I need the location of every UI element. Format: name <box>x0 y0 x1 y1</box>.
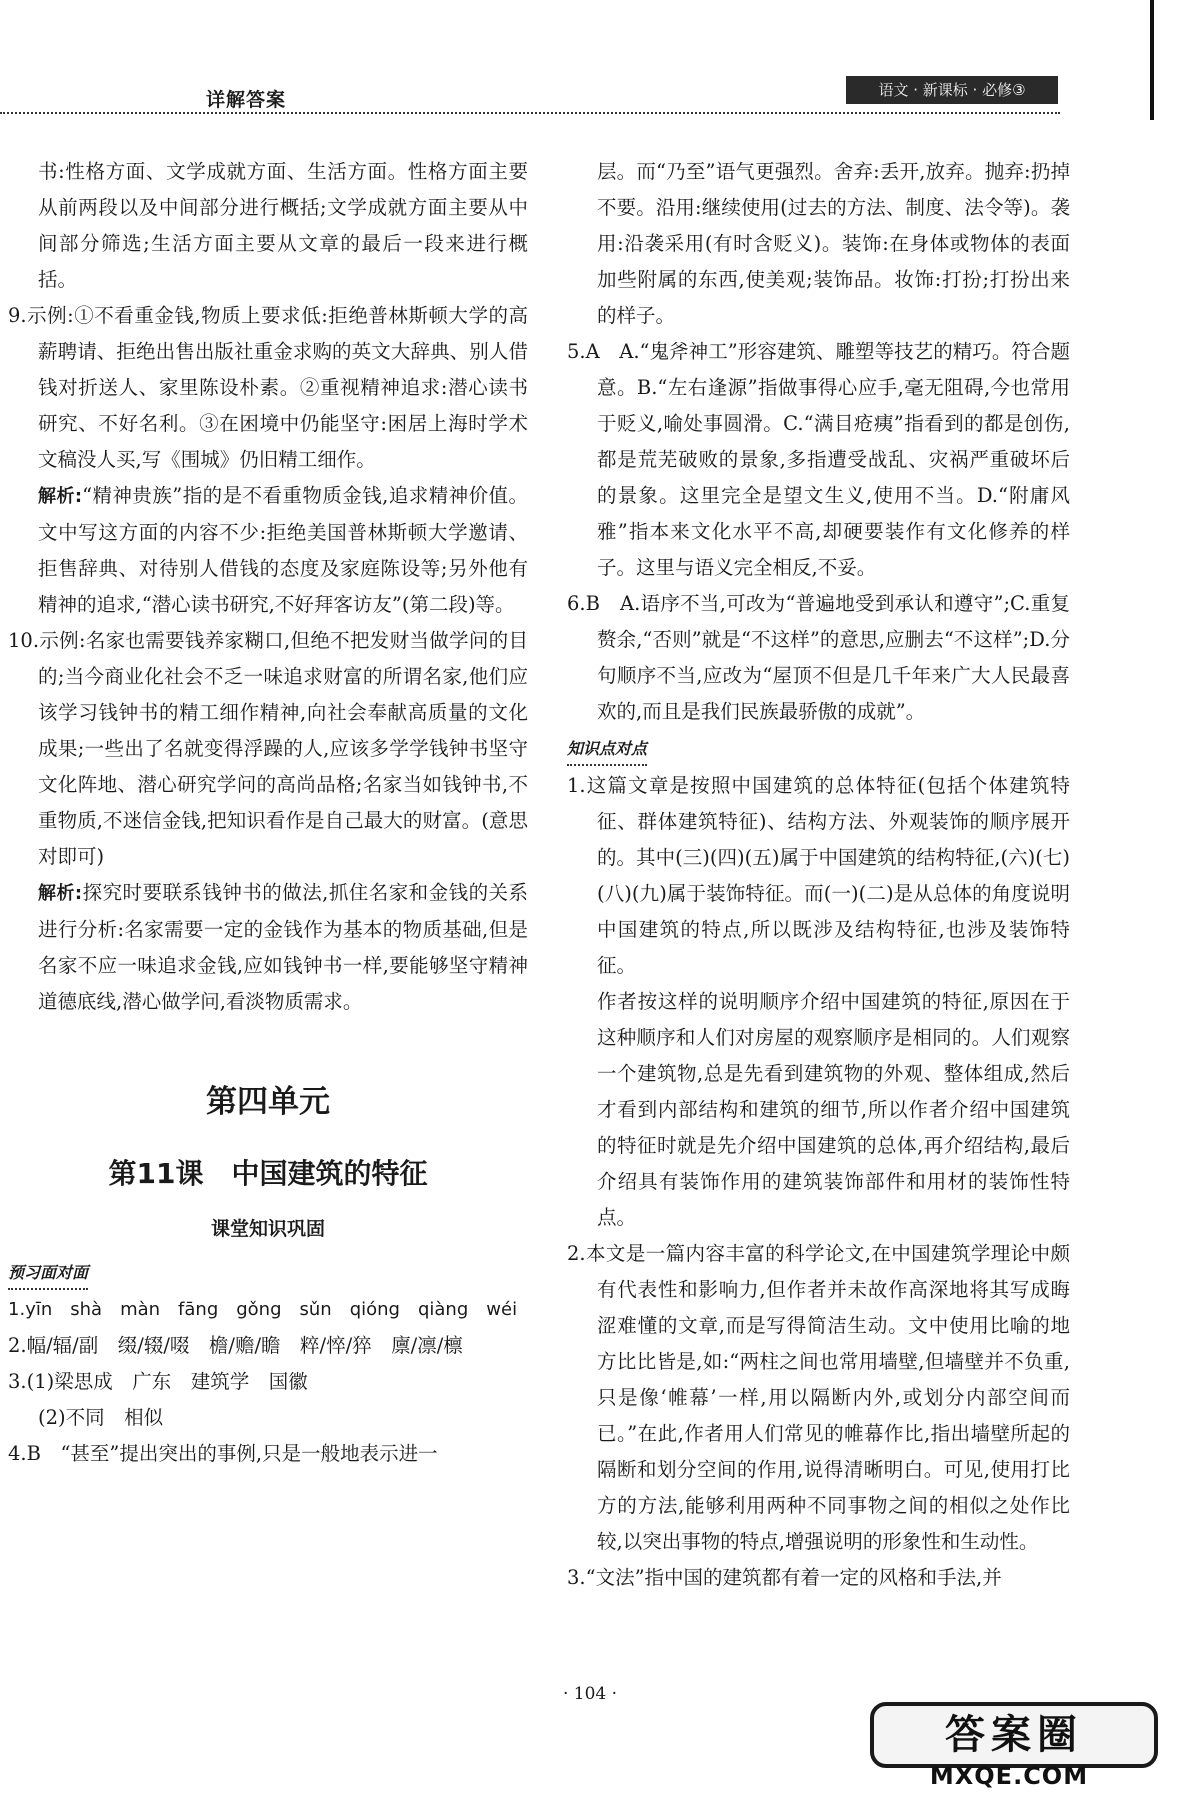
preview-q1 <box>8 1292 528 1328</box>
q9-analysis-label: 解析: <box>38 486 83 507</box>
p1-text: yīn shà màn fāng gǒng sǔn qióng qiàng wéi <box>25 1299 518 1320</box>
unit-title: 第四单元 <box>206 1084 330 1120</box>
preview-tag: 预习面对面 <box>8 1258 88 1290</box>
preview-q2 <box>8 1328 528 1364</box>
preview-q4 <box>8 1436 528 1472</box>
k1-number: 1. <box>567 774 586 797</box>
k1-text: 这篇文章是按照中国建筑的总体特征(包括个体建筑特征、群体建筑特征)、结构方法、外观装饰的顺序展开的。其中(三)(四)(五)属于中国建筑的结构特征,(六)(七)(八)(九)属于装饰特征。而(一)(二)是从总体的角度说明中国建筑的特点,所以既涉及结构特征,也涉及装饰特征。 <box>585 774 1070 977</box>
header-divider <box>0 112 1060 114</box>
q10-text: 示例:名家也需要钱养家糊口,但绝不把发财当做学问的目的;当今商业化社会不乏一味追求财富的所谓名家,他们应该学习钱钟书的精工细作精神,向社会奉献高质量的文化成果;一些出了名就变得浮躁的人,应该多学学钱钟书坚守文化阵地、潜心研究学问的高尚品格;名家当如钱钟书,不重物质,不迷信金钱,把知识看作是自己最大的财富。(意思对即可) <box>38 629 528 868</box>
p6-text: B A.语序不当,可改为“普遍地受到承认和遵守”;C.重复赘余,“否则”就是“不这样”的意思,应删去“不这样”;D.分句顺序不当,应改为“屋顶不但是几千年来广大人民最喜欢的,而且是我们民族最骄傲的成就”。 <box>585 592 1070 723</box>
watermark-url: MXQE.COM <box>929 1762 1089 1790</box>
preview-q3 <box>8 1364 528 1400</box>
p4-number: 4. <box>8 1442 27 1465</box>
page-number: · 104 · <box>562 1684 618 1704</box>
q10-number: 10. <box>8 629 40 652</box>
p1-number: 1. <box>8 1299 26 1320</box>
answer-q10 <box>8 623 528 875</box>
p4-text: B “甚至”提出突出的事例,只是一般地表示进一 <box>26 1442 438 1465</box>
p2-number: 2. <box>8 1334 27 1357</box>
p3-number: 3. <box>8 1370 27 1393</box>
preview-q3-line2: (2)不同 相似 <box>38 1406 164 1429</box>
k3-text: “文法”指中国的建筑都有着一定的风格和手法,并 <box>585 1566 1002 1589</box>
left-column <box>8 154 528 1472</box>
header-badge: 语文 · 新课标 · 必修③ <box>846 76 1058 104</box>
p5-text: A A.“鬼斧神工”形容建筑、雕塑等技艺的精巧。符合题意。B.“左右逢源”指做事得心应手,毫无阻碍,今也常用于贬义,喻处事圆滑。C.“满目疮痍”指看到的都是创伤,都是荒芜破败的景象,多指遭受战乱、灾祸严重破坏后的景象。这里完全是望文生义,使用不当。D.“附庸风雅”指本来文化水平不高,却硬要装作有文化修养的样子。这里与语义完全相反,不妥。 <box>585 340 1070 579</box>
k3-number: 3. <box>567 1566 586 1589</box>
k2-number: 2. <box>567 1242 586 1265</box>
p3-line1: (1)梁思成 广东 建筑学 国徽 <box>26 1370 308 1393</box>
q9-number: 9. <box>8 304 27 327</box>
preview-q4-continuation: 层。而“乃至”语气更强烈。舍弃:丢开,放弃。抛弃:扔掉不要。沿用:继续使用(过去的方法、制度、法令等)。袭用:沿袭采用(有时含贬义)。装饰:在身体或物体的表面加些附属的东西,使美观;装饰品。妆饰:打扮;打扮出来的样子。 <box>597 160 1070 327</box>
q9-text: 示例:①不看重金钱,物质上要求低:拒绝普林斯顿大学的高薪聘请、拒绝出售出版社重金求购的英文大辞典、别人借钱对折送人、家里陈设朴素。②重视精神追求:潜心读书研究、不好名利。③在困境中仍能坚守:困居上海时学术文稿没人买,写《围城》仍旧精工细作。 <box>26 304 528 471</box>
watermark <box>850 1702 1168 1792</box>
k2-text: 本文是一篇内容丰富的科学论文,在中国建筑学理论中颇有代表性和影响力,但作者并未故作高深地将其写成晦涩难懂的文章,而是写得简洁生动。文中使用比喻的地方比比皆是,如:“两柱之间也常用墙壁,但墙壁并不负重,只是像‘帷幕’一样,用以隔断内外,或划分内部空间而已。”在此,作者用人们常见的帷幕作比,指出墙壁所起的隔断和划分空间的作用,说得清晰明白。可见,使用打比方的方法,能够利用两种不同事物之间的相似之处作比较,以突出事物的特点,增强说明的形象性和生动性。 <box>585 1242 1070 1553</box>
q9-analysis <box>8 478 528 623</box>
q10-analysis-label: 解析: <box>38 883 83 904</box>
q10-analysis-text: 探究时要联系钱钟书的做法,抓住名家和金钱的关系进行分析:名家需要一定的金钱作为基本的物质基础,但是名家不应一味追求金钱,应如钱钟书一样,要能够坚守精神道德底线,潜心做学问,看淡物质需求。 <box>38 881 529 1013</box>
q10-analysis <box>8 875 528 1020</box>
section-title: 课堂知识巩固 <box>210 1218 325 1240</box>
watermark-logo: 答案圈 <box>870 1702 1158 1768</box>
answer-q9 <box>8 298 528 478</box>
p6-number: 6. <box>567 592 586 615</box>
q8-continuation: 书:性格方面、文学成就方面、生活方面。性格方面主要从前两段以及中间部分进行概括;文学成就方面主要从中间部分筛选;生活方面主要从文章的最后一段来进行概括。 <box>38 160 528 291</box>
knowledge-tag: 知识点对点 <box>567 734 647 766</box>
preview-q6 <box>567 586 1070 730</box>
preview-q5 <box>567 334 1070 586</box>
top-right-edge-bar <box>1150 0 1154 120</box>
p5-number: 5. <box>567 340 586 363</box>
lesson-title: 第11课 中国建筑的特征 <box>108 1157 428 1190</box>
p2-text: 幅/辐/副 缀/辍/啜 檐/赡/瞻 粹/悴/猝 廪/凛/檩 <box>26 1334 463 1357</box>
knowledge-q2 <box>567 1236 1070 1560</box>
knowledge-q3 <box>567 1560 1070 1596</box>
knowledge-q1-para2: 作者按这样的说明顺序介绍中国建筑的特征,原因在于这种顺序和人们对房屋的观察顺序是相同的。人们观察一个建筑物,总是先看到建筑物的外观、整体组成,然后才看到内部结构和建筑的细节,所以作者介绍中国建筑的特征时就是先介绍中国建筑的总体,再介绍结构,最后介绍具有装饰作用的建筑装饰部件和用材的装饰性特点。 <box>597 990 1070 1229</box>
q9-analysis-text: “精神贵族”指的是不看重物质金钱,追求精神价值。文中写这方面的内容不少:拒绝美国普林斯顿大学邀请、拒售辞典、对待别人借钱的态度及家庭陈设等;另外他有精神的追求,“潜心读书研究,不好拜客访友”(第二段)等。 <box>38 484 528 616</box>
knowledge-q1 <box>567 768 1070 984</box>
header-title: 详解答案 <box>206 89 287 111</box>
right-column <box>567 154 1070 1596</box>
